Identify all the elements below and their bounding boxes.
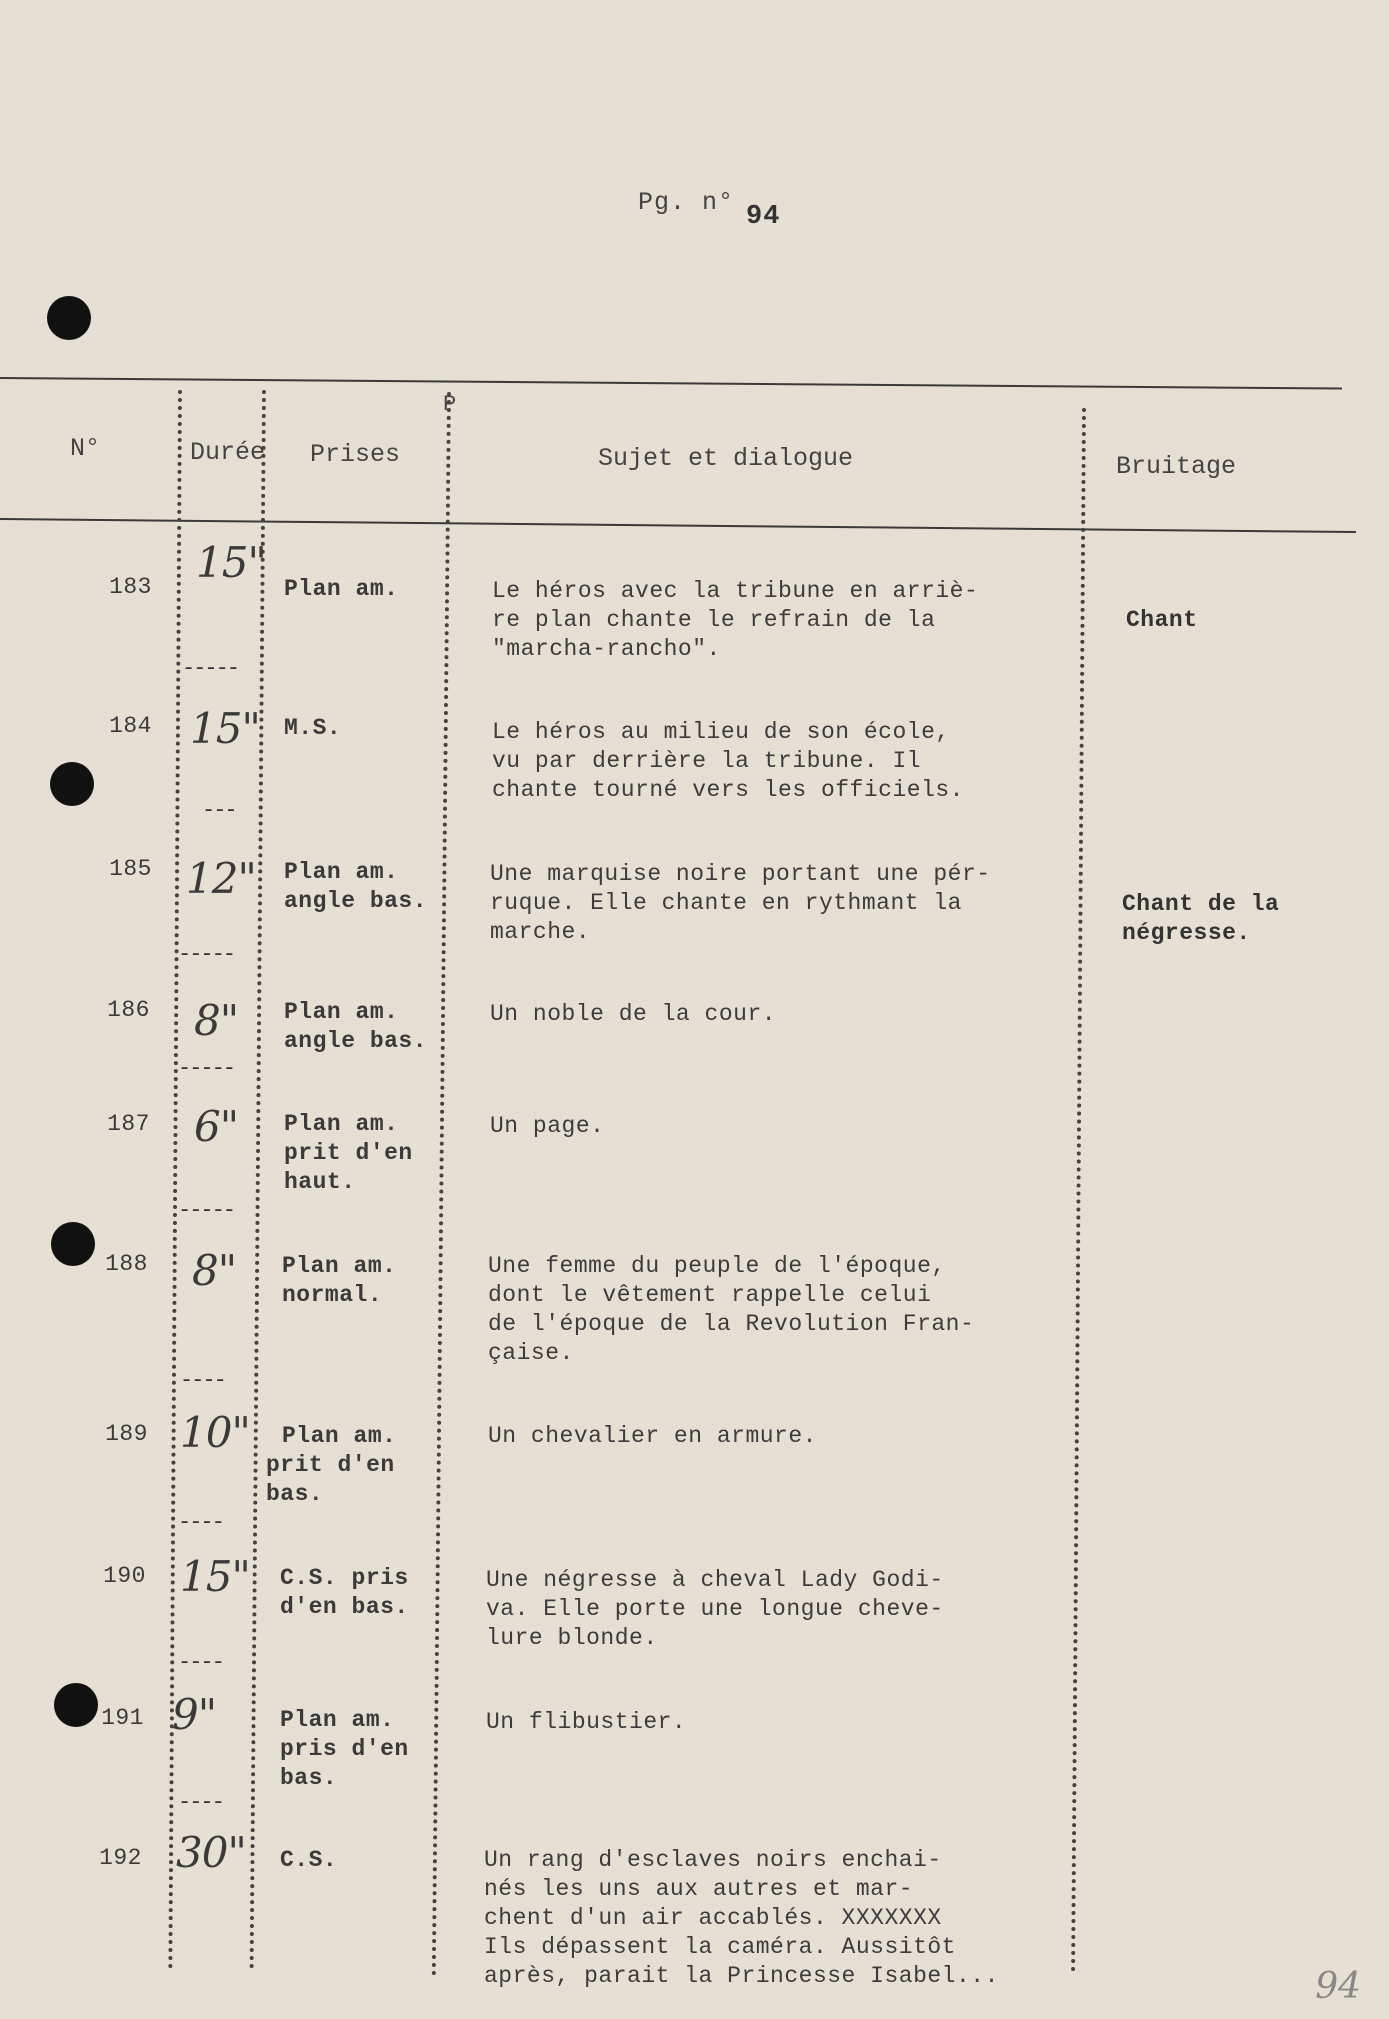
row-186-number: 186: [107, 997, 150, 1023]
punch-hole-1: [47, 296, 91, 340]
column-header-prises: Prises: [310, 440, 401, 469]
row-192-number: 192: [99, 1845, 142, 1871]
corner-page-number: 94: [1315, 1966, 1361, 2007]
row-188-sujet: Une femme du peuple de l'époque, dont le vêtement rappelle celui de l'époque de la Revolution Fran- çaise.: [488, 1253, 975, 1366]
page-number-header: [638, 188, 781, 232]
row-183-bruitage: Chant: [1126, 607, 1198, 633]
row-separator: ----: [178, 1510, 223, 1535]
page-number-value: 94: [746, 202, 781, 232]
column-header-bruitage: Bruitage: [1116, 452, 1237, 481]
row-186-sujet: Un noble de la cour.: [490, 1001, 777, 1027]
row-187-prises: Plan am. prit d'en haut.: [284, 1111, 413, 1195]
divider-duree-prises: [250, 390, 266, 1970]
row-separator: -----: [178, 1056, 235, 1081]
row-192-prises: C.S.: [280, 1847, 338, 1873]
row-184-prises: M.S.: [284, 715, 342, 741]
row-separator: ---: [202, 798, 236, 823]
row-186-prises: Plan am. angle bas.: [284, 999, 428, 1054]
column-header-sujet: Sujet et dialogue: [598, 444, 854, 473]
row-separator: ----: [178, 1650, 223, 1675]
row-187-sujet: Un page.: [490, 1113, 605, 1139]
row-189-prises: Plan am. prit d'en bas.: [266, 1423, 397, 1507]
page-number-label: Pg. n°: [638, 188, 735, 217]
row-186-duration: 8": [194, 996, 239, 1045]
column-p-marker: P: [443, 392, 457, 417]
row-183-duration: 15": [196, 538, 266, 587]
row-185-number: 185: [109, 856, 152, 882]
row-separator: ----: [178, 1790, 223, 1815]
row-190-sujet: Une négresse à cheval Lady Godi- va. Elle porte une longue cheve- lure blonde.: [486, 1567, 944, 1651]
row-184-sujet: Le héros au milieu de son école, vu par derrière la tribune. Il chante tourné vers les officiels.: [492, 719, 964, 803]
row-192-duration: 30": [176, 1828, 246, 1877]
row-separator: -----: [178, 1198, 235, 1223]
row-185-bruitage: Chant de la négresse.: [1122, 891, 1280, 946]
row-183-sujet: Le héros avec la tribune en arriè- re plan chante le refrain de la "marcha-rancho".: [492, 578, 979, 662]
row-185-prises: Plan am. angle bas.: [284, 859, 428, 914]
row-184-number: 184: [109, 713, 152, 739]
row-185-duration: 12": [186, 854, 256, 903]
row-187-duration: 6": [194, 1102, 239, 1151]
row-190-number: 190: [103, 1563, 146, 1589]
row-190-duration: 15": [180, 1552, 250, 1601]
row-189-number: 189: [105, 1421, 148, 1447]
row-separator: -----: [182, 656, 239, 681]
column-header-no: N°: [70, 434, 101, 463]
row-183-number: 183: [109, 574, 152, 600]
row-190-prises: C.S. pris d'en bas.: [280, 1565, 409, 1620]
header-bottom-rule: [0, 518, 1356, 533]
row-184-duration: 15": [190, 704, 260, 753]
column-header-duree: Durée: [190, 438, 266, 467]
punch-hole-2: [50, 762, 94, 806]
row-188-number: 188: [105, 1251, 148, 1277]
row-188-prises: Plan am. normal.: [282, 1253, 397, 1308]
row-189-sujet: Un chevalier en armure.: [488, 1423, 817, 1449]
row-191-sujet: Un flibustier.: [486, 1709, 687, 1735]
row-183-prises: Plan am.: [284, 576, 399, 602]
row-187-number: 187: [107, 1111, 150, 1137]
row-189-duration: 10": [180, 1408, 250, 1457]
row-191-duration: 9": [172, 1690, 217, 1739]
row-192-sujet: Un rang d'esclaves noirs enchai- nés les uns aux autres et mar- chent d'un air accablés. XXXXXXX Ils dépassent la caméra. Aussitôt après, parait la Princesse Isabel...: [484, 1847, 999, 1989]
row-185-sujet: Une marquise noire portant une pér- ruque. Elle chante en rythmant la marche.: [490, 861, 991, 945]
row-separator: -----: [178, 942, 235, 967]
row-separator: ----: [180, 1368, 225, 1393]
row-191-prises: Plan am. pris d'en bas.: [280, 1707, 409, 1791]
row-191-number: 191: [101, 1705, 144, 1731]
row-188-duration: 8": [192, 1246, 237, 1295]
header-top-rule: [0, 377, 1342, 390]
